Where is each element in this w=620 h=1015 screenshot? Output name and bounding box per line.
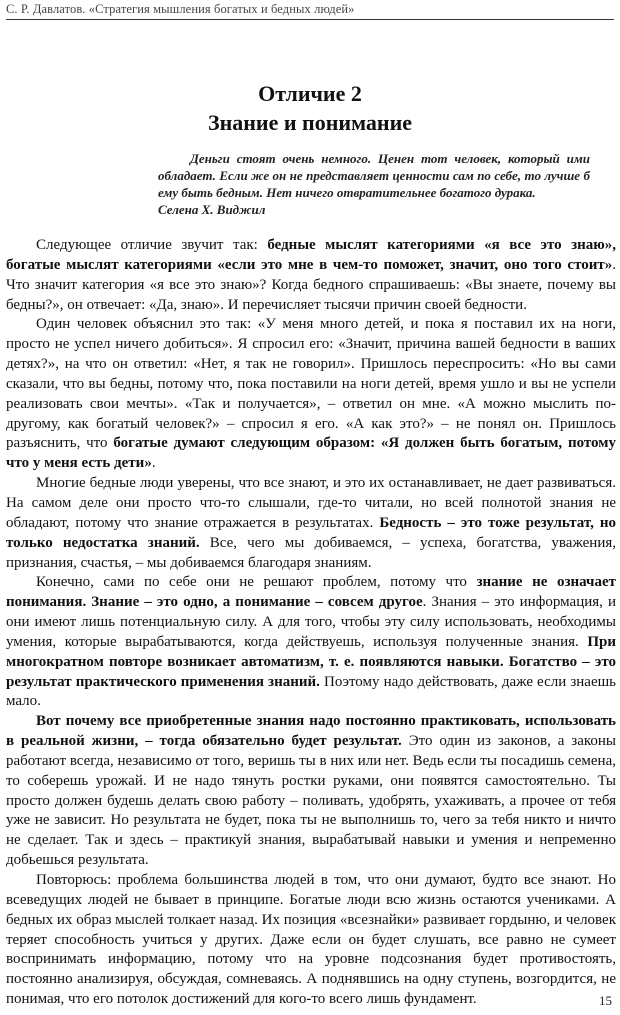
paragraph-segment: . Знания – это информация, и они имеют лишь потенциальную силу. А для того, чтобы эту силу использовать, необходимы умения, которые вырабатываются, когда действуешь, используя полученные знания. bbox=[6, 594, 616, 650]
paragraph bbox=[6, 315, 616, 474]
paragraph-segment: Следующее отличие звучит так: bbox=[36, 237, 268, 253]
page-number: 15 bbox=[599, 993, 612, 1008]
header-divider bbox=[6, 19, 614, 20]
paragraph-segment-bold: богатые думают следующим образом: «Я должен быть богатым, потому что у меня есть дети» bbox=[6, 435, 616, 472]
paragraph-segment: Многие бедные люди уверены, что все знают, и это их останавливает, не дает развиваться. На самом деле они просто что-то слышали, где-то читали, но всей полнотой знания не обладают, потому что знание отражается в результатах. bbox=[6, 475, 616, 531]
paragraph-segment-bold: бедные мыслят категориями «я все это знаю», богатые мыслят категориями «если это мне в чем-то поможет, значит, оно того стоит» bbox=[6, 237, 617, 273]
paragraph-segment: Повторюсь: проблема большинства людей в том, что они думают, будто все знают. Но всеведущих людей не бывает в принципе. Богатые люди всю жизнь остаются учениками. А бедных их образ мыслей толкает назад. Их позиция «всезнайки» развивает гордыню, и человек теряет способность учиться у других. Даже если он будет слушать, все равно не сумеет воспринимать информацию, потому что на уровне подсознания будет противостоять, постоянно анализируя, обсуждая, сомневаясь. А поднявшись на одну ступень, возгордится, не понимая, что его потолок достижений для кого-то всего лишь фундамент. bbox=[6, 872, 616, 1008]
chapter-number-title: Отличие 2 bbox=[258, 81, 362, 106]
paragraph-segment-bold: Бедность – это тоже результат, но только недостатка знаний. bbox=[6, 514, 616, 551]
paragraph-segment-bold: При многократном повторе возникает автоматизм, т. е. появляются навыки. Богатство – это результат практического применения знаний. bbox=[6, 633, 616, 690]
paragraph bbox=[6, 236, 616, 315]
paragraph-segment: . bbox=[151, 455, 156, 472]
paragraph-segment-bold: Вот почему все приобретенные знания надо постоянно практиковать, использовать в реальной жизни, – тогда обязательно будет результат. bbox=[6, 713, 616, 750]
paragraph bbox=[6, 871, 616, 1010]
paragraph bbox=[6, 474, 616, 573]
paragraph-segment: Все, чего мы добиваемся, – успеха, богатства, уважения, признания, счастья, – мы добиваемся благодаря знаниям. bbox=[6, 534, 616, 571]
paragraph bbox=[6, 573, 616, 712]
epigraph-quote: Деньги стоят очень немного. Ценен тот человек, который ими обладает. Если же он не представляет ценности сам по себе, то лучше б ему быть бедным. Нет ничего отвратительнее богатого дурака. bbox=[158, 151, 590, 200]
paragraph-segment: Поэтому надо действовать, даже если знаешь мало. bbox=[6, 673, 616, 710]
chapter-subtitle: Знание и понимание bbox=[207, 110, 413, 135]
running-head: С. Р. Давлатов. «Стратегия мышления богатых и бедных людей» bbox=[6, 2, 355, 16]
paragraph bbox=[6, 712, 616, 871]
epigraph-author: Селена Х. Виджил bbox=[158, 202, 266, 217]
paragraph-segment: Один человек объяснил это так: «У меня много детей, и пока я поставил их на ноги, просто не успел ничего добиться». Я спросил его: «Значит, причина вашей бедности в ваших детях?», на что он ответил: «Нет, я так не говорил». Пришлось переспросить: «Но вы сами сказали, что вы бедны, потому что, пока поставили на ноги детей, время ушло и вы не успели реализовать свои мечты». «Так и получается», – ответил он мне. «А можно мыслить по-другому, как богатый человек?» – спросил я его. «А как это?» – не понял он. Пришлось разъяснить, что bbox=[6, 316, 616, 452]
epigraph bbox=[158, 150, 590, 218]
paragraph-segment: Конечно, сами по себе они не решают проблем, потому что bbox=[36, 574, 477, 591]
paragraph-segment-bold: знание не означает понимания. Знание – это одно, а понимание – совсем другое bbox=[6, 574, 616, 611]
body-text bbox=[6, 236, 616, 1010]
paragraph-segment: . Что значит категория «я все это знаю»? Когда бедного спрашиваешь: «Вы знаете, почему вы бедны?», он отвечает: «Да, знаю». И перечисляет тысячи причин своей бедности. bbox=[6, 256, 616, 313]
paragraph-segment: Это один из законов, а законы работают всегда, независимо от того, веришь ты в них или нет. Ведь если ты посадишь семена, то соберешь урожай. И не надо тянуть ростки руками, они появятся самостоятельно. Ты просто должен будешь делать свою работу – поливать, удобрять, ухаживать, а прочее от тебя уже не зависит. Но результата не будет, пока ты не выполнишь то, чего за тебя никто и ничто не сделает. Так и здесь – практикуй знания, вырабатывай навыки и умения и непременно добьешься результата. bbox=[6, 733, 616, 869]
